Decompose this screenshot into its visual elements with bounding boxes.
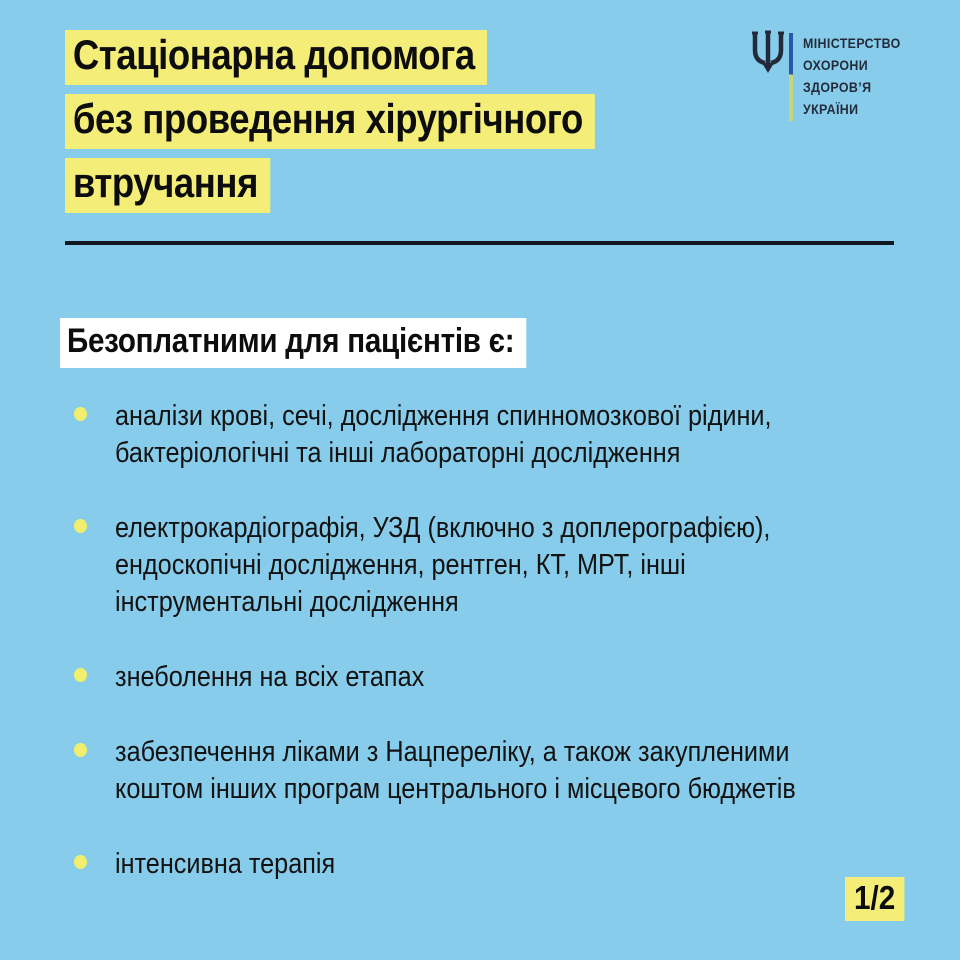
bullet-dot-icon xyxy=(74,407,87,421)
list-item xyxy=(74,846,954,883)
title-line xyxy=(65,158,674,213)
moh-logo xyxy=(750,30,909,121)
list-item xyxy=(74,398,954,472)
ministry-name-line: ОХОРОНИ xyxy=(803,58,869,73)
title-line xyxy=(65,94,674,149)
title-line xyxy=(65,30,674,85)
ministry-name xyxy=(803,30,901,121)
list-item-text xyxy=(115,734,796,808)
ministry-name-line: УКРАЇНИ xyxy=(803,102,859,117)
page-title xyxy=(65,30,674,222)
list-item-line: коштом інших програм центрального і місцевого бюджетів xyxy=(115,773,796,805)
section-heading xyxy=(60,318,596,368)
list-item xyxy=(74,510,954,621)
title-line-text: Стаціонарна допомога xyxy=(65,30,487,85)
title-line-text: без проведення хірургічного xyxy=(65,94,595,149)
page-badge: 1/2 xyxy=(845,877,904,921)
bullet-dot-icon xyxy=(74,668,87,682)
list-item xyxy=(74,734,954,808)
list-item-line: знеболення на всіх етапах xyxy=(115,661,425,693)
list-item-line: інструментальні дослідження xyxy=(115,586,459,618)
ministry-name-line: ЗДОРОВ’Я xyxy=(803,80,872,95)
list-item-line: інтенсивна терапія xyxy=(115,848,336,880)
bullet-dot-icon xyxy=(74,519,87,533)
list-item-line: аналізи крові, сечі, дослідження спинномозкової рідини, xyxy=(115,400,772,432)
list-item-line: ендоскопічні дослідження, рентген, КТ, МРТ, інші xyxy=(115,549,686,581)
benefits-list xyxy=(74,398,954,921)
logo-divider xyxy=(789,33,793,121)
ministry-name-line: МІНІСТЕРСТВО xyxy=(803,36,901,51)
divider-rule xyxy=(65,241,894,245)
list-item-line: бактеріологічні та інші лабораторні дослідження xyxy=(115,437,681,469)
list-item-line: забезпечення ліками з Нацпереліку, а також закупленими xyxy=(115,736,790,768)
title-line-text: втручання xyxy=(65,158,270,213)
bullet-dot-icon xyxy=(74,743,87,757)
list-item xyxy=(74,659,954,696)
section-heading-text: Безоплатними для пацієнтів є: xyxy=(60,318,527,368)
list-item-text xyxy=(115,510,770,621)
trident-icon xyxy=(750,30,786,79)
list-item-text xyxy=(115,659,424,696)
list-item-text xyxy=(115,846,335,883)
list-item-line: електрокардіографія, УЗД (включно з доплерографією), xyxy=(115,512,771,544)
list-item-text xyxy=(115,398,772,472)
bullet-dot-icon xyxy=(74,855,87,869)
